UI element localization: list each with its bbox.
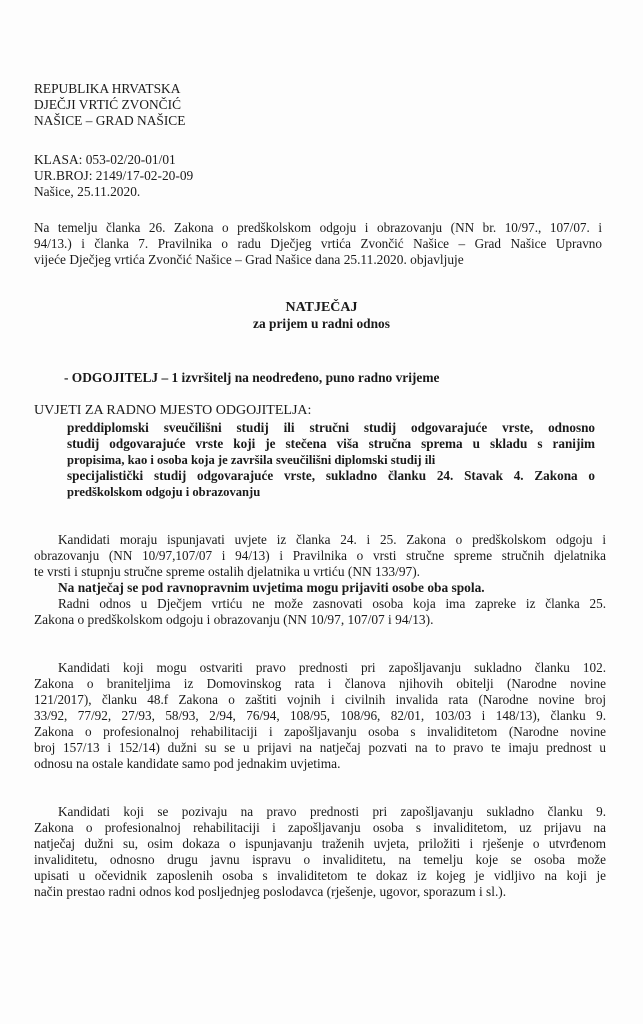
para1-line: obrazovanju (NN 10/97,107/07 i 94/13) i Pravilnika o vrsti stručne spreme stručnih djelatnika (34, 548, 606, 563)
notice-subtitle: za prijem u radni odnos (253, 316, 390, 331)
para2-line: 33/92, 77/92, 27/93, 58/93, 2/94, 76/94, 108/95, 108/96, 82/01, 103/03 i 148/13), članku 9. (34, 708, 606, 723)
para3-line: natječaj dužni su, osim dokaza o ispunjavanju traženih uvjeta, priložiti i rješenje o utvrđenom (34, 836, 606, 851)
para3-line: upisati u očevidnik zaposlenih osoba s invaliditetom te dokaz iz kojeg je vidljivo na koji je (34, 868, 606, 883)
para3-line: Zakona o profesionalnoj rehabilitaciji i zapošljavanju osoba s invaliditetom, uz prijavu na (34, 820, 606, 835)
condition-line: studij odgovarajuće vrste koji je stečena viša stručna sprema u skladu s ranijim (67, 436, 595, 451)
intro-line: vijeće Dječjeg vrtića Zvončić Našice – Grad Našice dana 25.11.2020. objavljuje (34, 252, 464, 267)
intro-line: 94/13.) i članka 7. Pravilnika o radu Dječjeg vrtića Zvončić Našice – Grad Našice Upravno (34, 236, 602, 251)
para3-line: način prestao radni odnos kod posljednjeg poslodavca (rješenje, ugovor, sporazum i sl.). (34, 884, 507, 899)
org-name-line1: REPUBLIKA HRVATSKA (34, 81, 181, 96)
para1b-line: Zakona o predškolskom odgoju i obrazovanju (NN 10/97, 107/07 i 94/13). (34, 612, 434, 627)
org-name-line3: NAŠICE – GRAD NAŠICE (34, 113, 186, 128)
para2-line: odnosu na ostale kandidate samo pod jednakim uvjetima. (34, 756, 341, 771)
para2-line: Kandidati koji mogu ostvariti pravo prednosti pri zapošljavanju sukladno članku 102. (58, 660, 606, 675)
notice-title: NATJEČAJ (285, 300, 358, 315)
klasa: KLASA: 053-02/20-01/01 (34, 152, 176, 167)
urbroj: UR.BROJ: 2149/17-02-20-09 (34, 168, 194, 183)
org-name-line2: DJEČJI VRTIĆ ZVONČIĆ (34, 97, 181, 112)
intro-line: Na temelju članka 26. Zakona o predškolskom odgoju i obrazovanju (NN br. 10/97., 107/07. i (34, 220, 602, 235)
para1-line: Kandidati moraju ispunjavati uvjete iz članka 24. i 25. Zakona o predškolskom odgoju i (58, 532, 606, 547)
equal-opportunity-statement: Na natječaj se pod ravnopravnim uvjetima mogu prijaviti osobe oba spola. (58, 580, 485, 595)
position-item: - ODGOJITELJ – 1 izvršitelj na neodređeno, puno radno vrijeme (64, 370, 440, 385)
para2-line: broj 157/13 i 152/14) dužni su se u prijavi na natječaj pozvati na to pravo te imaju prednost u (34, 740, 606, 755)
condition-line: propisima, kao i osoba koja je završila sveučilišni diplomski studij ili (67, 453, 436, 467)
para3-line: Kandidati koji se pozivaju na pravo prednosti pri zapošljavanju sukladno članku 9. (58, 804, 606, 819)
para2-line: 121/2017), članku 48.f Zakona o zaštiti vojnih i civilnih invalida rata (Narodne novine broj (34, 692, 606, 707)
place-date: Našice, 25.11.2020. (34, 184, 141, 199)
condition-line: specijalistički studij odgovarajuće vrste, sukladno članku 24. Stavak 4. Zakona o (67, 468, 595, 483)
para1b-line: Radni odnos u Dječjem vrtiću ne može zasnovati osoba koja ima zapreke iz članka 25. (58, 596, 606, 611)
para2-line: Zakona o braniteljima iz Domovinskog rata i članova njihovih obitelji (Narodne novine (34, 676, 606, 691)
condition-line: predškolskom odgoju i obrazovanju (67, 485, 261, 499)
conditions-heading: UVJETI ZA RADNO MJESTO ODGOJITELJA: (34, 403, 312, 418)
para2-line: Zakona o profesionalnoj rehabilitaciji i zapošljavanju osoba s invaliditetom (Narodne novine (34, 724, 606, 739)
para3-line: invaliditetu, odnosno drugu javnu ispravu o invaliditetu, na temelju koje se osoba može (34, 852, 606, 867)
condition-line: preddiplomski sveučilišni studij ili stručni studij odgovarajuće vrste, odnosno (67, 420, 595, 435)
para1-line: te vrsti i stupnju stručne spreme ostalih djelatnika u vrtiću (NN 133/97). (34, 564, 421, 579)
